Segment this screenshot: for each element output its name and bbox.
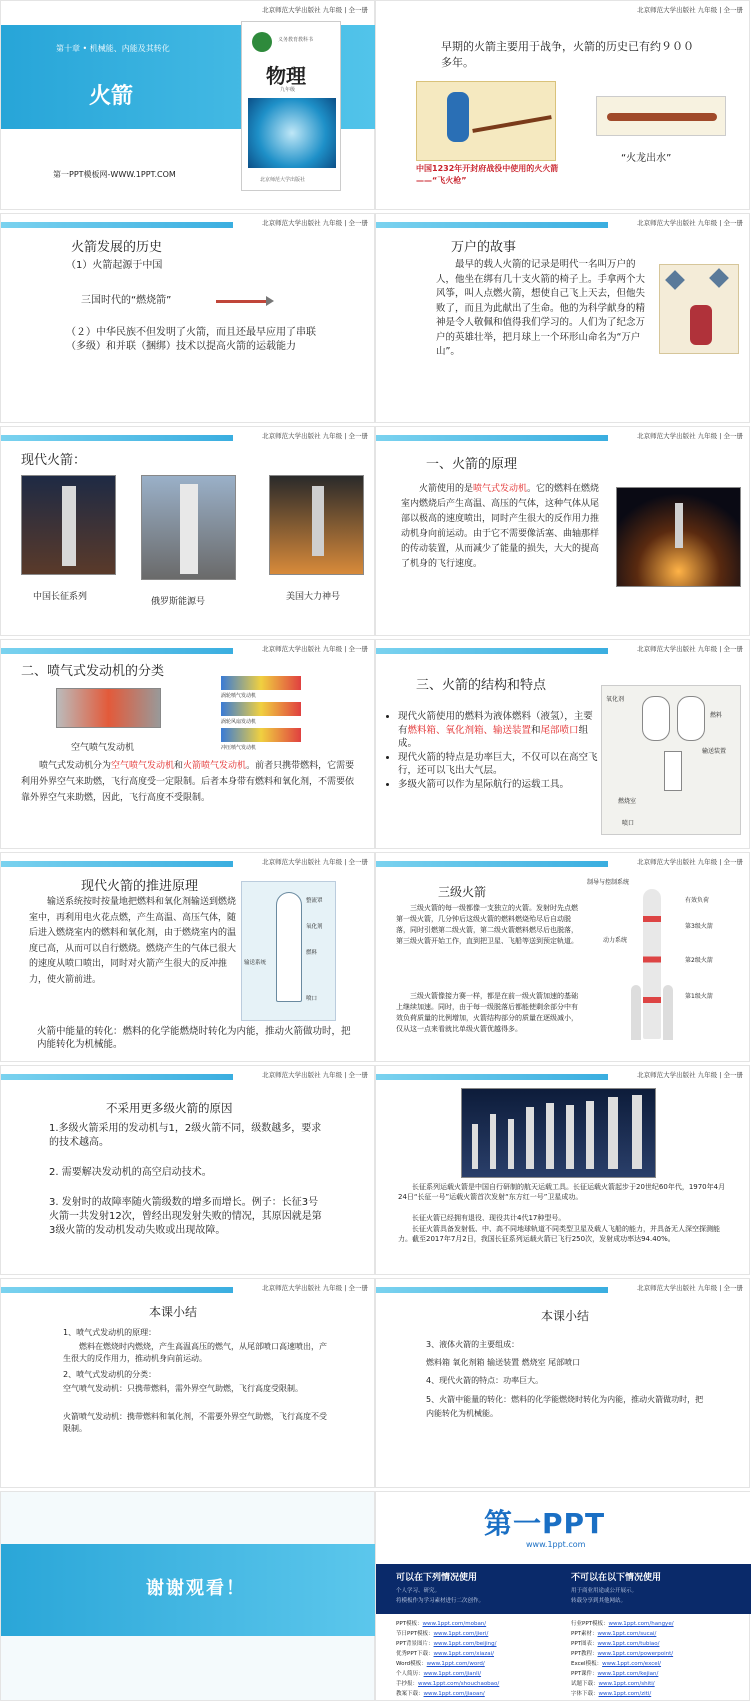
- header-stripe: [376, 648, 608, 654]
- engine-text-a: 喷气式发动机分为: [39, 761, 112, 771]
- link-row: [396, 1649, 556, 1659]
- kite-left: [665, 270, 685, 290]
- combustion-chamber: [664, 751, 682, 791]
- publisher-text: 北京师范大学出版社 九年级 | 全一册: [637, 858, 743, 866]
- slide-4-wanhu: [375, 213, 750, 423]
- label-fuel: 燃料: [710, 712, 723, 719]
- slide-header: [376, 427, 749, 445]
- header-stripe: [1, 1074, 233, 1080]
- origin-line: （1）火箭起源于中国: [66, 260, 163, 271]
- slide-11-why-not-more: [0, 1065, 375, 1275]
- link-label: PPT模板：: [396, 1621, 423, 1627]
- rocket-model: [508, 1119, 514, 1169]
- slide-7-engine-types: [0, 639, 375, 849]
- slide-header: [376, 1066, 749, 1084]
- slide-title: 二、喷气式发动机的分类: [21, 664, 165, 679]
- publisher-text: 北京师范大学出版社 九年级 | 全一册: [262, 858, 368, 866]
- ppt-logo-url: www.1ppt.com: [526, 1540, 586, 1549]
- nozzle-highlight: 尾部喷口: [540, 724, 579, 736]
- link-url[interactable]: www.1ppt.com/jianli/: [423, 1671, 482, 1677]
- publisher-text: 北京师范大学出版社 九年级 | 全一册: [262, 1284, 368, 1292]
- link-row: [396, 1629, 556, 1639]
- can-use-title: 可以在下列情况使用: [396, 1573, 478, 1583]
- link-url[interactable]: www.1ppt.com/shouchaobao/: [418, 1681, 500, 1687]
- fuel-tank: [677, 696, 705, 741]
- long-march-p2: 长征火箭已经拥有退役、现役共计4代17种型号。: [412, 1214, 566, 1222]
- publisher-text: 北京师范大学出版社 九年级 | 全一册: [637, 219, 743, 227]
- link-url[interactable]: www.1ppt.com/word/: [426, 1661, 485, 1667]
- header-stripe: [376, 1287, 608, 1293]
- titan-photo: [269, 475, 364, 575]
- rocket-jet-highlight: 火箭喷气发动机: [183, 761, 247, 771]
- link-row: [571, 1639, 741, 1649]
- caption-titan: 美国大力神号: [286, 592, 341, 602]
- slide-header: [1, 1279, 374, 1297]
- publisher-text: 北京师范大学出版社 九年级 | 全一册: [637, 645, 743, 653]
- link-url[interactable]: www.1ppt.com/xiazai/: [433, 1651, 495, 1657]
- cannot-use-line-2: 转载分享到其他网站。: [571, 1598, 627, 1604]
- label-feed: 输送系统: [244, 960, 267, 966]
- ppt-logo-area: [376, 1492, 751, 1564]
- three-stage-p2: 三级火箭像接力赛一样，都是在前一级火箭加速的基础上继续加速。同时，由于每一级脱落后都能使剩余部分中有效负荷质量的比例增加，火箭结构部分的质量在逐级减小，仅从这一点来看就比单级火箭优越得多。: [396, 992, 578, 1033]
- guidance-label: 制导与控制系统: [587, 879, 630, 886]
- slide-10-three-stage: [375, 852, 750, 1062]
- air-engine-image: [56, 688, 161, 728]
- long-march-photo: [21, 475, 116, 575]
- header-stripe: [1, 1287, 233, 1293]
- label-stage2: 第2级火箭: [685, 957, 713, 964]
- turbojet-diagram: [221, 676, 301, 690]
- reason-2: 2. 需要解决发动机的高空启动技术。: [49, 1167, 212, 1178]
- booster-left: [631, 985, 641, 1040]
- ramjet-diagram: [221, 728, 301, 742]
- slide-13-summary-1: [0, 1278, 375, 1488]
- tech-paragraph: （２）中华民族不但发明了火箭，而且还最早应用了串联（多级）和并联（捆绑）技术以提高火箭的运载能力: [66, 327, 316, 352]
- title-footer: 第一PPT模板网-WWW.1PPT.COM: [53, 170, 176, 179]
- bullet-fuel: [398, 710, 599, 751]
- link-row: [396, 1639, 556, 1649]
- turbojet-label: 涡轮喷气发动机: [221, 693, 257, 699]
- label-power-system: 动力系统: [603, 937, 628, 944]
- link-row: [396, 1619, 556, 1629]
- slide-title: 现代火箭的推进原理: [81, 879, 199, 894]
- long-march-p3: 长征火箭具备发射低、中、高不同地球轨道不同类型卫星及载人飞船的能力，并具备无人深空探测能力。截至2017年7月2日，我国长征系列运载火箭已飞行250次，发射成功率达94.40%。: [398, 1225, 720, 1243]
- slide-header: [376, 853, 749, 871]
- wanhu-illustration: [659, 264, 739, 354]
- summary2-line-3: 4、现代火箭的特点：功率巨大。: [426, 1376, 544, 1385]
- book-cover: [241, 21, 341, 191]
- soldier-figure: [447, 92, 469, 142]
- slide-5-modern-rockets: [0, 426, 375, 636]
- publisher-text: 北京师范大学出版社 九年级 | 全一册: [637, 6, 743, 14]
- reason-3: 3. 发射时的故障率随火箭级数的增多而增长。例子：长征3号火箭一共发射12次，曾经出现发射失败的情况，其原因就是第3级火箭的发动机发动失败或出现故障。: [49, 1197, 322, 1236]
- link-row: [396, 1689, 556, 1699]
- link-url[interactable]: www.1ppt.com/hangye/: [608, 1621, 674, 1627]
- arrow-tip: [266, 296, 274, 306]
- slide-header: [1, 1066, 374, 1084]
- can-use-line-2: 将模板作为学习素材进行二次创作。: [396, 1598, 485, 1604]
- header-stripe: [376, 222, 608, 228]
- link-row: [396, 1679, 556, 1689]
- book-title: 物理: [266, 64, 306, 88]
- publisher-text: 北京师范大学出版社 九年级 | 全一册: [637, 432, 743, 440]
- bullet-power: • 现代火箭的特点是功率巨大，不仅可以在高空飞行，还可以飞出大气层。: [398, 751, 599, 778]
- red-caption: 中国1232年开封府战役中使用的火火箭——“飞火枪”: [416, 164, 559, 185]
- summary1-line-4: 空气喷气发动机：只携带燃料，需外界空气助燃，飞行高度受限制。: [63, 1384, 303, 1393]
- chapter-label: 第十章 • 机械能、内能及其转化: [56, 44, 170, 53]
- slide-title: 火箭发展的历史: [71, 240, 163, 255]
- rocket-model: [566, 1105, 574, 1169]
- right-links: [571, 1619, 741, 1699]
- slide-title: 一、火箭的原理: [426, 457, 518, 472]
- label-fuel: 燃料: [306, 950, 318, 956]
- rocket-model: [586, 1101, 594, 1169]
- link-row: [571, 1669, 741, 1679]
- summary1-line-5: 火箭喷气发动机：携带燃料和氧化剂，不需要外界空气助燃，飞行高度不受限制。: [63, 1412, 327, 1433]
- energia-photo: [141, 475, 236, 580]
- turbofan-diagram: [221, 702, 301, 716]
- slide-header: [376, 640, 749, 658]
- book-emblem: [252, 32, 272, 52]
- rocket-model: [526, 1107, 534, 1169]
- label-nozzle: 喷口: [622, 820, 635, 827]
- structure-bullets: [384, 710, 599, 791]
- engine-text-and: 和: [174, 761, 184, 771]
- book-publisher: 北京师范大学出版社: [260, 177, 306, 183]
- bullet-multistage: • 多级火箭可以作为星际航行的运载工具。: [398, 778, 599, 792]
- link-url[interactable]: www.1ppt.com/beijing/: [433, 1641, 497, 1647]
- link-label: Word模板：: [396, 1661, 427, 1667]
- link-row: [396, 1669, 556, 1679]
- link-row: [571, 1629, 741, 1639]
- slide-title: 不采用更多级火箭的原因: [106, 1101, 233, 1115]
- rocket-model: [632, 1095, 642, 1169]
- engine-diagrams: [221, 676, 351, 756]
- dragon-body: [607, 113, 717, 121]
- link-url[interactable]: www.1ppt.com/shiti/: [598, 1681, 655, 1687]
- principle-text-b: 。它的燃料在燃烧室内燃烧后产生高温、高压的气体，这种气体从尾部以极高的速度喷出，同时产生很大的反作用力推动机身向前运动。由于它不需要像活塞、曲轴那样的传动装置，从而减少了能量的损失，大大的提高了机身的飞行速度。: [401, 484, 600, 569]
- fire-dragon-illustration: [596, 96, 726, 136]
- summary1-line-1: 1、喷气式发动机的原理：: [63, 1328, 157, 1337]
- summary2-line-4: 5、火箭中能量的转化：燃料的化学能燃烧时转化为内能，推动火箭做功时，把内能转化为机械能。: [426, 1395, 704, 1418]
- rocket-shape: [180, 484, 198, 574]
- header-stripe: [376, 435, 608, 441]
- history-text: 早期的火箭主要用于战争，火箭的历史已有约９００多年。: [441, 40, 694, 69]
- publisher-text: 北京师范大学出版社 九年级 | 全一册: [262, 645, 368, 653]
- bullet-fuel-a: 现代火箭使用的燃料为液体燃料（液氢），主要有: [398, 711, 593, 736]
- energy-conversion: 火箭中能量的转化：燃料的化学能燃烧时转化为内能，推动火箭做功时，把内能转化为机械能。: [37, 1026, 351, 1050]
- book-art: [248, 98, 336, 168]
- caption-long-march: 中国长征系列: [33, 592, 88, 602]
- link-label: 个人简历：: [396, 1671, 424, 1677]
- slide-9-propulsion: [0, 852, 375, 1062]
- slide-header: [376, 214, 749, 232]
- slide-title: 三级火箭: [438, 885, 487, 899]
- booster-right: [663, 985, 673, 1040]
- soldier-illustration: [416, 81, 556, 161]
- rocket-model: [490, 1114, 496, 1169]
- label-oxidizer: 氧化剂: [306, 924, 323, 930]
- slide-header: [1, 853, 374, 871]
- label-nozzle: 喷口: [306, 996, 318, 1002]
- link-label: PPT背景图片：: [396, 1641, 434, 1647]
- publisher-text: 北京师范大学出版社 九年级 | 全一册: [262, 1071, 368, 1079]
- link-url[interactable]: www.1ppt.com/kejian/: [597, 1671, 659, 1677]
- can-use-line-1: 个人学习、研究。: [396, 1588, 441, 1594]
- cannot-use-title: 不可以在以下情况使用: [571, 1573, 662, 1583]
- info-panel: [376, 1564, 751, 1614]
- slide-1-title: [0, 0, 375, 210]
- ppt-logo: 第一PPT: [484, 1507, 606, 1540]
- three-stage-p1: 三级火箭的每一级都像一支独立的火箭。发射时先点燃第一级火箭，几分钟后这级火箭的燃料燃烧殆尽后自动脱落，同时引燃第二级火箭，第二级火箭燃料燃尽后也脱落，第三级火箭开始工作，直到把卫星、飞船等送到预定轨道。: [396, 904, 578, 945]
- slide-14-summary-2: [375, 1278, 750, 1488]
- link-label: 优秀PPT下载：: [396, 1651, 434, 1657]
- link-row: [396, 1659, 556, 1669]
- slide-header: [376, 1, 749, 19]
- slide-6-principle: [375, 426, 750, 636]
- slide-header: [376, 1279, 749, 1297]
- link-row: [571, 1679, 741, 1689]
- left-links: [396, 1619, 556, 1699]
- turbofan-label: 涡轮风扇发动机: [221, 719, 257, 725]
- link-label: 行业PPT模板：: [571, 1621, 609, 1627]
- link-label: PPT素材：: [571, 1631, 598, 1637]
- rocket-model: [546, 1103, 554, 1169]
- link-label: PPT课件：: [571, 1671, 598, 1677]
- header-stripe: [1, 648, 233, 654]
- rocket-shape: [675, 503, 683, 548]
- link-row: [571, 1659, 741, 1669]
- cannot-use-line-1: 用于商业用途或公开展示。: [571, 1588, 638, 1594]
- book-subtitle: 义务教育教科书: [278, 37, 314, 43]
- propulsion-paragraph: 输送系统按时按量地把燃料和氧化剂输送到燃烧室中，再利用电火花点燃，产生高温、高压气体，随后进入燃烧室内的燃料和氧化剂，由于燃烧室内的温度已高，从而可以自行燃烧。燃烧产生的气体已很大的速度从喷口喷出，同时对火箭产生很大的反冲推力，使火箭前进。: [29, 897, 237, 985]
- fire-lance: [472, 115, 551, 133]
- link-label: PPT教程：: [571, 1651, 598, 1657]
- slide-2-history: [375, 0, 750, 210]
- slide-16-ppt-info: [375, 1491, 750, 1701]
- link-url[interactable]: www.1ppt.com/jieri/: [433, 1631, 489, 1637]
- structure-diagram: [601, 685, 741, 835]
- label-oxidizer: 氧化剂: [606, 696, 625, 703]
- wanhu-figure: [690, 305, 712, 345]
- ramjet-label: 冲压喷气发动机: [221, 745, 257, 751]
- rocket-body: [276, 892, 302, 1002]
- slide-title: 火箭: [89, 84, 134, 109]
- label-payload: 有效负荷: [685, 897, 710, 904]
- label-fairing: 整流罩: [306, 898, 323, 904]
- slide-title: 万户的故事: [451, 240, 517, 255]
- header-stripe: [1, 222, 233, 228]
- long-march-family-photo: [461, 1088, 656, 1178]
- header-stripe: [376, 1074, 608, 1080]
- kite-right: [709, 268, 729, 288]
- publisher-text: 北京师范大学出版社 九年级 | 全一册: [262, 432, 368, 440]
- summary1-line-3: 2、喷气式发动机的分类：: [63, 1370, 157, 1379]
- link-url[interactable]: www.1ppt.com/sucai/: [597, 1631, 657, 1637]
- launch-photo: [616, 487, 741, 587]
- rocket-shape: [312, 486, 324, 556]
- propulsion-diagram: [241, 881, 336, 1021]
- link-label: 试题下载：: [571, 1681, 599, 1687]
- link-label: 字体下载：: [571, 1691, 599, 1697]
- wanhu-story: 最早的载人火箭的记录是明代一名叫万户的人，他坐在绑有几十支火箭的椅子上。手拿两个大风筝，叫人点燃火箭，想使自己飞上天去，但他失败了，而且为此献出了生命。他的为科学献身的精神是令人敬佩和值得我们学习的。人们为了纪念万户的英雄壮举，把月球上一个环形山命名为“万户山”。: [436, 259, 646, 357]
- link-row: [571, 1619, 741, 1629]
- rocket-model: [608, 1097, 618, 1169]
- slide-15-thanks: [0, 1491, 375, 1701]
- link-label: 教案下载：: [396, 1691, 424, 1697]
- burning-arrow-line: 三国时代的“燃烧箭”: [81, 295, 172, 306]
- link-label: PPT图表：: [571, 1641, 598, 1647]
- engine-types-paragraph: [21, 758, 361, 806]
- oxidizer-tank: [642, 696, 670, 741]
- link-row: [571, 1649, 741, 1659]
- rocket-model: [472, 1124, 478, 1169]
- slide-header: [1, 427, 374, 445]
- bullet-fuel-c: 组成。: [398, 724, 589, 749]
- label-chamber: 燃烧室: [618, 798, 637, 805]
- header-stripe: [376, 861, 608, 867]
- link-url[interactable]: www.1ppt.com/powerpoint/: [597, 1651, 674, 1657]
- publisher-text: 北京师范大学出版社 九年级 | 全一册: [262, 219, 368, 227]
- components-highlight: 燃料箱、氧化剂箱、输送装置: [407, 724, 532, 736]
- rocket-shape: [62, 486, 76, 566]
- rocket-stack: [643, 889, 661, 1039]
- publisher-text: 北京师范大学出版社 九年级 | 全一册: [637, 1284, 743, 1292]
- slide-3-development: [0, 213, 375, 423]
- three-stage-diagram: [581, 875, 746, 1060]
- book-grade: 九年级: [280, 87, 296, 93]
- summary1-line-2: 燃料在燃烧时内燃烧，产生高温高压的燃气，从尾部喷口高速喷出，产生很大的反作用力，推动机身向前运动。: [63, 1342, 327, 1363]
- summary2-line-2: 燃料箱 氧化剂箱 输送装置 燃烧室 尾部喷口: [426, 1358, 581, 1367]
- slide-title: 三、火箭的结构和特点: [416, 678, 547, 693]
- link-label: Excel模板：: [571, 1661, 603, 1667]
- publisher-text: 北京师范大学出版社 九年级 | 全一册: [262, 6, 368, 14]
- caption-energia: 俄罗斯能源号: [151, 597, 206, 607]
- arrow-icon: [216, 300, 266, 303]
- long-march-p1: 长征系列运载火箭是中国自行研制的航天运载工具。长征运载火箭起步于20世纪60年代，1970年4月24日“长征一号”运载火箭首次发射“东方红一号”卫星成功。: [398, 1183, 726, 1201]
- slide-header: [1, 640, 374, 658]
- bullet-fuel-b: 和: [531, 724, 541, 736]
- header-stripe: [1, 435, 233, 441]
- link-url[interactable]: www.1ppt.com/excel/: [602, 1661, 662, 1667]
- air-engine-caption: 空气喷气发动机: [71, 743, 135, 753]
- slide-title: 本课小结: [149, 1305, 198, 1319]
- jet-engine-highlight: 喷气式发动机: [473, 484, 528, 494]
- summary2-line-1: 3、液体火箭的主要组成：: [426, 1340, 520, 1349]
- header-stripe: [1, 861, 233, 867]
- fire-dragon-caption: “火龙出水”: [621, 153, 672, 164]
- principle-text-a: 火箭使用的是: [419, 484, 474, 494]
- slide-12-long-march: [375, 1065, 750, 1275]
- label-feed: 输送装置: [702, 748, 727, 755]
- slide-header: [1, 214, 374, 232]
- air-jet-highlight: 空气喷气发动机: [111, 761, 175, 771]
- label-stage3: 第3级火箭: [685, 923, 713, 930]
- link-url[interactable]: www.1ppt.com/ziti/: [598, 1691, 652, 1697]
- link-row: [571, 1689, 741, 1699]
- link-url[interactable]: www.1ppt.com/tubiao/: [597, 1641, 660, 1647]
- link-label: 手抄报：: [396, 1681, 419, 1687]
- label-stage1: 第1级火箭: [685, 993, 713, 1000]
- slide-title: 现代火箭：: [21, 453, 87, 468]
- thanks-text: 谢谢观看！: [146, 1578, 246, 1599]
- engine-text-b: 。前者只携带燃料，它需要利用外界空气来助燃，飞行高度受一定限制。后者本身带有燃料和氧化剂，不需要依靠外界空气来助燃，因此，飞行高度不受限制。: [21, 761, 355, 803]
- link-url[interactable]: www.1ppt.com/moban/: [422, 1621, 487, 1627]
- publisher-text: 北京师范大学出版社 九年级 | 全一册: [637, 1071, 743, 1079]
- slide-title: 本课小结: [541, 1309, 590, 1323]
- slide-header: [1, 1, 374, 19]
- principle-paragraph: [401, 482, 606, 572]
- link-url[interactable]: www.1ppt.com/jiaoan/: [423, 1691, 485, 1697]
- reason-1: 1.多级火箭采用的发动机与1，2级火箭不同，级数越多，要求的技术越高。: [49, 1123, 322, 1148]
- link-label: 节日PPT模板：: [396, 1631, 434, 1637]
- slide-8-structure: [375, 639, 750, 849]
